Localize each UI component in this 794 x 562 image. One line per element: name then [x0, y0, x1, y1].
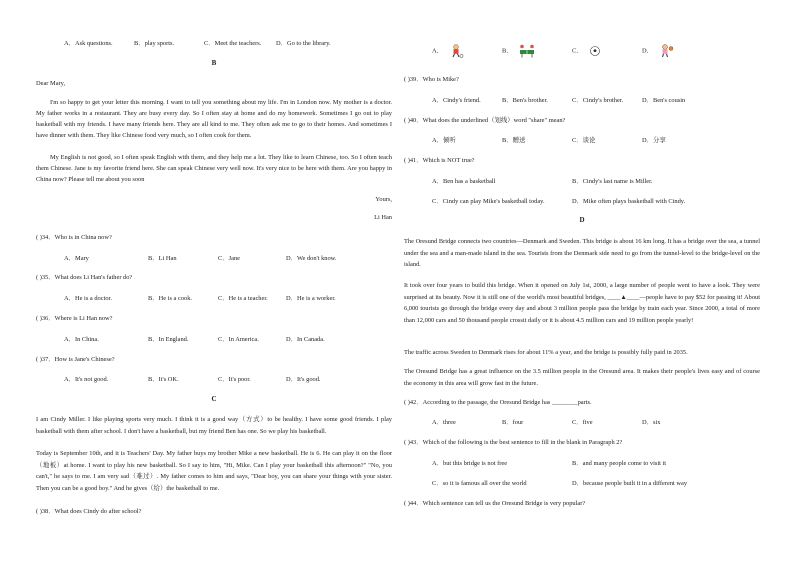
option-letter: B．	[502, 47, 513, 55]
option: A．Cindy's friend.	[432, 97, 481, 104]
image-option-c	[572, 44, 603, 58]
question-44: ( )44．Which sentence can tell us the Oresund Bridge is very popular?	[404, 500, 586, 507]
letter-greeting: Dear Mary,	[36, 80, 66, 87]
question-41: ( )41．Which is NOT true?	[404, 157, 475, 164]
option: B．赠送	[502, 137, 526, 144]
option: D．because people built it in a different way	[572, 480, 688, 487]
question-39: ( )39．Who is Mike?	[404, 76, 459, 83]
option-letter: C．	[572, 47, 583, 55]
option: D．In Canada.	[286, 336, 325, 343]
image-option-a	[432, 44, 464, 58]
option: C．so it is famous all over the world	[432, 480, 527, 487]
passage-d-paragraph: It took over four years to build this bridge. When it opened on July 1st, 2000, a large number of people went to have a look. They were surprised at its beauty. Now it is still one of the world's most beautiful bridges, ____▲____—people have to pay $52 for passing it! About 6,000 tourists go through the bridge every day and about 3 million people pass the bridge by train each year. Since 2000, a total of more than 12,000 cars and 50 thousand people crossit daily or it is about 4.5 million cars and 19 million people yearly!	[404, 282, 760, 324]
option: B．four	[502, 419, 524, 426]
letter-paragraph: I'm so happy to get your letter this morning. I want to tell you something about my life. I'm in London now. My mother is a doctor. My father works in a restaurant. They are busy every day. So I often stay at home and do my homework. Sometimes I go out to play basketball with my friends. I have many friends here. They are all kind to me. They often ask me to go to their homes. And sometimes I have dinner with them. They like Chinese food very much, so I often cook for them.	[36, 99, 392, 139]
passage-d-paragraph: The traffic across Sweden to Denmark rises for about 11% a year, and the bridge is possibly fully paid in 2035.	[404, 349, 688, 356]
question-42: ( )42．According to the passage, the Oresund Bridge has ________parts.	[404, 399, 592, 406]
option: B．Cindy's last name is Miller.	[572, 178, 653, 185]
option: A．Ben has a basketball	[432, 178, 496, 185]
option: C．It's poor.	[218, 376, 251, 383]
option: B．and many people come to visit it	[572, 460, 667, 467]
passage-c-paragraph: I am Cindy Miller. I like playing sports very much. I think it is a good way（方式）to be healthy. I have some good friends. I play basketball with them after school. I don't have a basketball, but my friend Ben has one. So we play his basketball.	[36, 416, 392, 435]
option: A．three	[432, 419, 456, 426]
question-43: ( )43．Which of the following is the best sentence to fill in the blank in Paragraph 2?	[404, 439, 623, 446]
option: C．He is a teacher.	[218, 295, 268, 302]
option: B．In England.	[148, 336, 189, 343]
option: D．It's good.	[286, 376, 321, 383]
option: B．It's OK.	[148, 376, 179, 383]
option: B．Li Han	[148, 255, 177, 262]
option: D．分享	[642, 137, 666, 144]
section-heading-d: D	[579, 216, 585, 224]
passage-d-paragraph: The Oresund Bridge has a great influence on the 3.5 million people in the Oresund area. It makes their people's lives easy and of course the economy in this area will grow fast in the future.	[404, 368, 760, 387]
section-heading-b: B	[211, 59, 217, 67]
option: A．but this bridge is not free	[432, 460, 508, 467]
option: A．Ask questions.	[64, 40, 113, 47]
option: B．Ben's brother.	[502, 97, 548, 104]
option: B．He is a cook.	[148, 295, 193, 302]
option: D．Mike often plays basketball with Cindy.	[572, 198, 686, 205]
passage-c-paragraph: Today is September 10th, and it is Teachers' Day. My father buys my brother Mike a new basketball. He is 6. He can play it on the floor（地板）at home. I want to play his new basketball. So I say to him, "Hi, Mike. Can I play your basketball this afternoon?" "No, you can't," he says to me. I am very sad（难过）. My father comes to him and says, "Dear boy, you can share your things with your sister. Then you can be a good boy." And he gives（给）the basketball to me.	[36, 450, 392, 492]
ball-icon	[587, 44, 603, 58]
option: C．Cindy's brother.	[572, 97, 624, 104]
option: C．five	[572, 419, 593, 426]
question-35: ( )35．What does Li Han's father do?	[36, 274, 133, 281]
option: C．In America.	[218, 336, 259, 343]
option: D．six	[642, 419, 661, 426]
question-40: ( )40．What does the underlined（划线）word "share" mean?	[404, 117, 566, 124]
option-letter: D．	[642, 47, 654, 55]
question-36: ( )36．Where is Li Han now?	[36, 315, 113, 322]
ping-pong-table-icon	[517, 44, 537, 58]
boy-soccer-icon	[448, 44, 464, 58]
option: D．He is a worker.	[286, 295, 336, 302]
option: A．He is a doctor.	[64, 295, 112, 302]
option: C．Jane	[218, 255, 241, 262]
section-heading-c: C	[211, 395, 217, 403]
image-option-d	[642, 44, 674, 58]
option: A．It's not good.	[64, 376, 109, 383]
option: A．Mary	[64, 255, 89, 262]
option: D．Go to the library.	[276, 40, 331, 47]
image-option-b	[502, 44, 537, 58]
question-38: ( )38．What does Cindy do after school?	[36, 508, 142, 515]
option: C．Cindy can play Mike's basketball today.	[432, 198, 545, 205]
question-37: ( )37．How is Jane's Chinese?	[36, 356, 115, 363]
letter-paragraph: My English is not good, so I often speak English with them, and they help me a lot. They like to learn Chinese, too. So I often teach them Chinese. Jane is my favorite friend here. She can speak Chinese very well now. It's very nice to be here with them. Are you happy in China now? Please tell me about you soon	[36, 154, 392, 183]
option-letter: A．	[432, 47, 444, 55]
letter-signature: Li Han	[374, 214, 392, 221]
girl-basketball-icon	[658, 44, 674, 58]
option: A．In China.	[64, 336, 99, 343]
option: C．谈论	[572, 137, 596, 144]
option: B．play sports.	[134, 40, 175, 47]
option: D．Ben's cousin	[642, 97, 686, 104]
option: D．We don't know.	[286, 255, 337, 262]
question-34: ( )34．Who is in China now?	[36, 234, 112, 241]
letter-closing: Yours,	[375, 196, 392, 203]
option: A．倾听	[432, 137, 456, 144]
passage-d-paragraph: The Oresund Bridge connects two countries—Denmark and Sweden. This bridge is about 16 km long. It has a bridge over the sea, a tunnel under the sea and a man-made island in the sea. Tourists from the Denmark side need to go from the tunnel-level to the bridge-level on the island.	[404, 238, 760, 268]
option: C．Meet the teachers.	[204, 40, 262, 47]
